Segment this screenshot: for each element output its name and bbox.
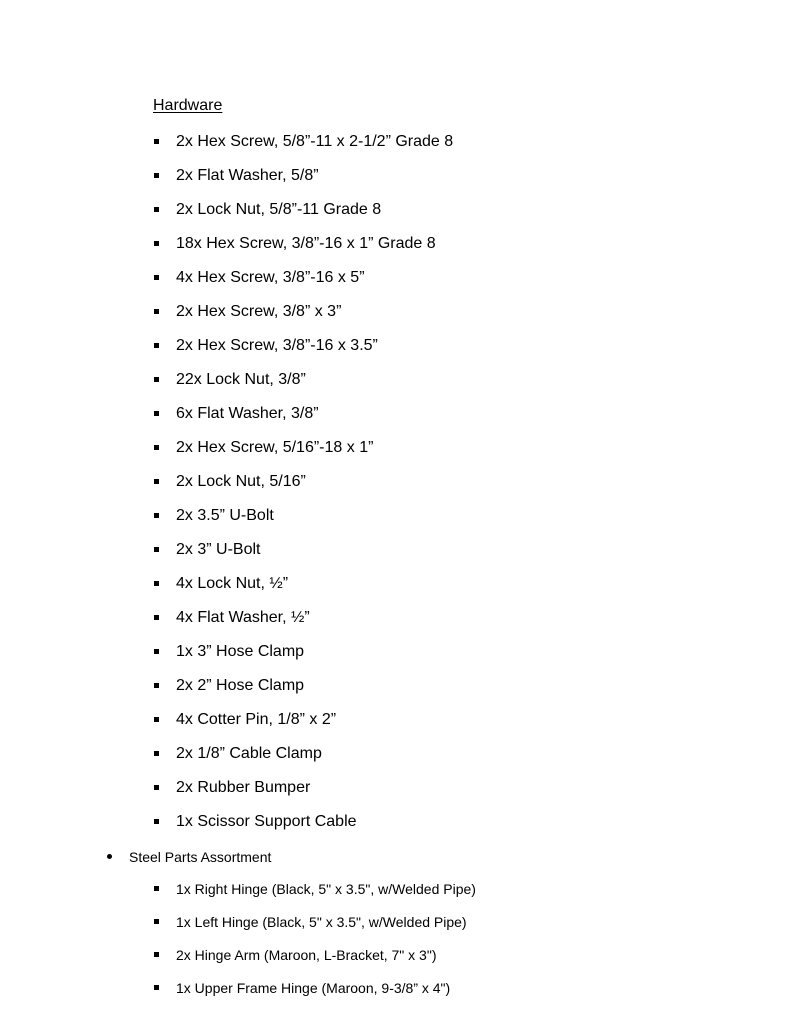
square-bullet-icon bbox=[154, 751, 159, 756]
list-item bbox=[0, 574, 800, 608]
square-bullet-icon bbox=[154, 411, 159, 416]
list-item bbox=[0, 506, 800, 540]
steel-parts-label: Steel Parts Assortment bbox=[129, 849, 272, 865]
list-item-text: 2x Hex Screw, 5/8”-11 x 2-1/2” Grade 8 bbox=[176, 133, 454, 150]
square-bullet-icon bbox=[154, 683, 159, 688]
square-bullet-icon bbox=[154, 479, 159, 484]
square-bullet-icon bbox=[154, 785, 159, 790]
list-item-text: 2x Lock Nut, 5/16” bbox=[176, 473, 306, 490]
square-bullet-icon bbox=[154, 717, 159, 722]
list-item bbox=[0, 336, 800, 370]
list-item bbox=[0, 200, 800, 234]
list-item bbox=[0, 642, 800, 676]
list-item-text: 2x Hinge Arm (Maroon, L-Bracket, 7" x 3") bbox=[176, 947, 437, 963]
list-item-text: 4x Cotter Pin, 1/8” x 2” bbox=[176, 711, 337, 728]
list-item bbox=[0, 166, 800, 200]
list-item-text: 22x Lock Nut, 3/8” bbox=[176, 371, 306, 388]
list-item bbox=[0, 540, 800, 574]
square-bullet-icon bbox=[154, 139, 159, 144]
list-item bbox=[0, 676, 800, 710]
list-item bbox=[0, 946, 800, 979]
square-bullet-icon bbox=[154, 513, 159, 518]
list-item bbox=[0, 302, 800, 336]
list-item bbox=[0, 710, 800, 744]
square-bullet-icon bbox=[154, 886, 159, 891]
list-item bbox=[0, 438, 800, 472]
square-bullet-icon bbox=[154, 615, 159, 620]
square-bullet-icon bbox=[154, 377, 159, 382]
list-item-text: 1x 3” Hose Clamp bbox=[176, 643, 305, 660]
list-item bbox=[0, 234, 800, 268]
square-bullet-icon bbox=[154, 309, 159, 314]
list-item-text: 2x 2” Hose Clamp bbox=[176, 677, 305, 694]
list-item-text: 4x Flat Washer, ½” bbox=[176, 609, 310, 626]
list-item-text: 2x 3” U-Bolt bbox=[176, 541, 261, 558]
square-bullet-icon bbox=[154, 952, 159, 957]
square-bullet-icon bbox=[154, 275, 159, 280]
hardware-heading: Hardware bbox=[153, 97, 223, 114]
list-item-text: 1x Scissor Support Cable bbox=[176, 813, 357, 830]
list-item-text: 2x Hex Screw, 3/8”-16 x 3.5” bbox=[176, 337, 378, 354]
list-item bbox=[0, 472, 800, 506]
list-item-text: 1x Right Hinge (Black, 5" x 3.5", w/Welded Pipe) bbox=[176, 881, 476, 897]
list-item bbox=[0, 132, 800, 166]
list-item-text: 2x Hex Screw, 5/16”-18 x 1” bbox=[176, 439, 374, 456]
square-bullet-icon bbox=[154, 985, 159, 990]
list-item bbox=[0, 979, 800, 1012]
steel-parts-heading bbox=[0, 848, 800, 868]
list-item-text: 1x Left Hinge (Black, 5" x 3.5", w/Welded Pipe) bbox=[176, 914, 467, 930]
list-item bbox=[0, 778, 800, 812]
square-bullet-icon bbox=[154, 207, 159, 212]
square-bullet-icon bbox=[154, 173, 159, 178]
list-item-text: 2x Lock Nut, 5/8”-11 Grade 8 bbox=[176, 201, 382, 218]
list-item-text: 4x Lock Nut, ½” bbox=[176, 575, 289, 592]
square-bullet-icon bbox=[154, 649, 159, 654]
square-bullet-icon bbox=[154, 241, 159, 246]
square-bullet-icon bbox=[154, 343, 159, 348]
list-item-text: 6x Flat Washer, 3/8” bbox=[176, 405, 319, 422]
list-item-text: 2x 3.5” U-Bolt bbox=[176, 507, 274, 524]
list-item bbox=[0, 608, 800, 642]
list-item bbox=[0, 370, 800, 404]
list-item bbox=[0, 880, 800, 913]
square-bullet-icon bbox=[154, 547, 159, 552]
list-item-text: 18x Hex Screw, 3/8”-16 x 1” Grade 8 bbox=[176, 235, 436, 252]
hardware-list bbox=[0, 132, 800, 846]
list-item bbox=[0, 913, 800, 946]
list-item-text: 2x Rubber Bumper bbox=[176, 779, 311, 796]
square-bullet-icon bbox=[154, 819, 159, 824]
list-item-text: 1x Upper Frame Hinge (Maroon, 9-3/8” x 4") bbox=[176, 980, 451, 996]
list-item bbox=[0, 812, 800, 846]
square-bullet-icon bbox=[154, 445, 159, 450]
list-item-text: 2x 1/8” Cable Clamp bbox=[176, 745, 322, 762]
list-item-text: 2x Flat Washer, 5/8” bbox=[176, 167, 319, 184]
square-bullet-icon bbox=[154, 919, 159, 924]
square-bullet-icon bbox=[154, 581, 159, 586]
list-item-text: 4x Hex Screw, 3/8”-16 x 5” bbox=[176, 269, 365, 286]
round-bullet-icon bbox=[107, 854, 112, 859]
list-item bbox=[0, 744, 800, 778]
list-item bbox=[0, 404, 800, 438]
list-item bbox=[0, 268, 800, 302]
steel-parts-list bbox=[0, 880, 800, 1012]
list-item-text: 2x Hex Screw, 3/8” x 3” bbox=[176, 303, 342, 320]
